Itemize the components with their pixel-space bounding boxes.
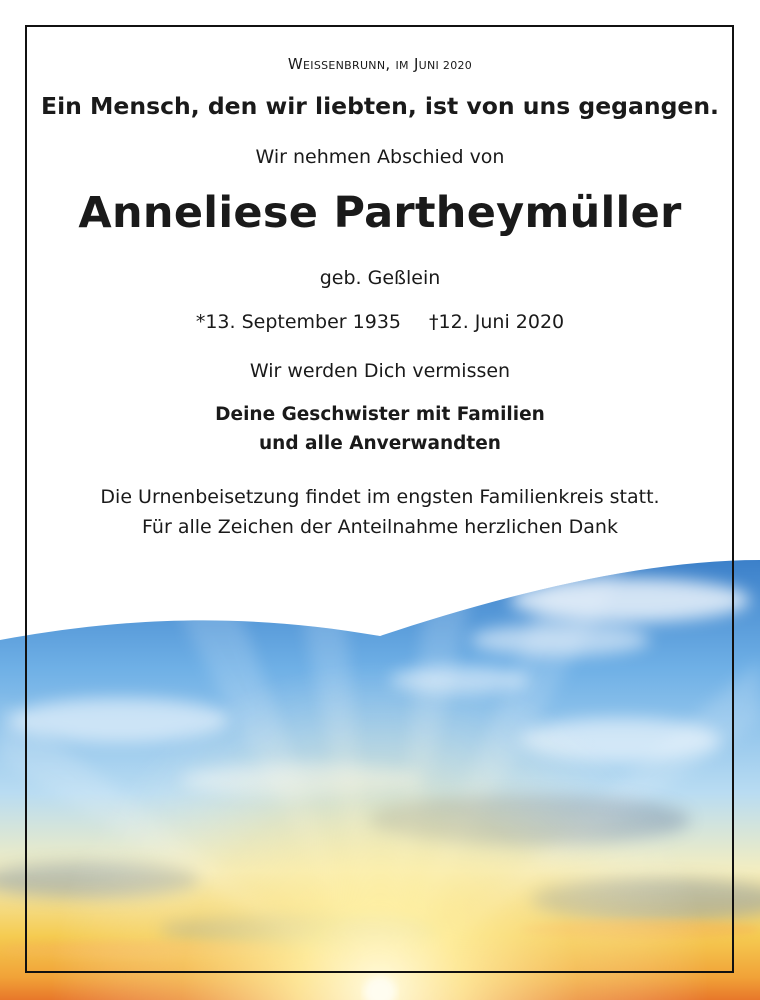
deceased-name: Anneliese Partheymüller <box>78 188 682 238</box>
birth-name: geb. Geßlein <box>319 267 441 289</box>
year: 2020 <box>439 59 473 72</box>
intro-text: Wir nehmen Abschied von <box>255 146 505 168</box>
mourners-line: und alle Anverwandten <box>259 433 501 454</box>
city-rest: EISSENBRUNN <box>303 59 386 72</box>
place-date-line <box>0 55 760 73</box>
city-initial: W <box>287 55 304 73</box>
headline: Ein Mensch, den wir liebten, ist von uns gegangen. <box>41 92 719 120</box>
life-dates <box>0 311 760 333</box>
month-initial: J <box>413 55 419 73</box>
death-date: †12. Juni 2020 <box>429 311 565 333</box>
mourners-line: Deine Geschwister mit Familien <box>215 404 545 425</box>
funeral-notice <box>0 482 760 542</box>
notice-line: Für alle Zeichen der Anteilnahme herzlichen Dank <box>142 516 618 538</box>
notice-line: Die Urnenbeisetzung findet im engsten Familienkreis statt. <box>100 486 660 508</box>
im-word: IM <box>395 59 409 72</box>
comma: , <box>385 55 396 73</box>
mourners-block <box>0 400 760 458</box>
birth-date: *13. September 1935 <box>195 311 402 333</box>
missed-line: Wir werden Dich vermissen <box>249 360 511 382</box>
month-rest: UNI <box>418 59 440 72</box>
